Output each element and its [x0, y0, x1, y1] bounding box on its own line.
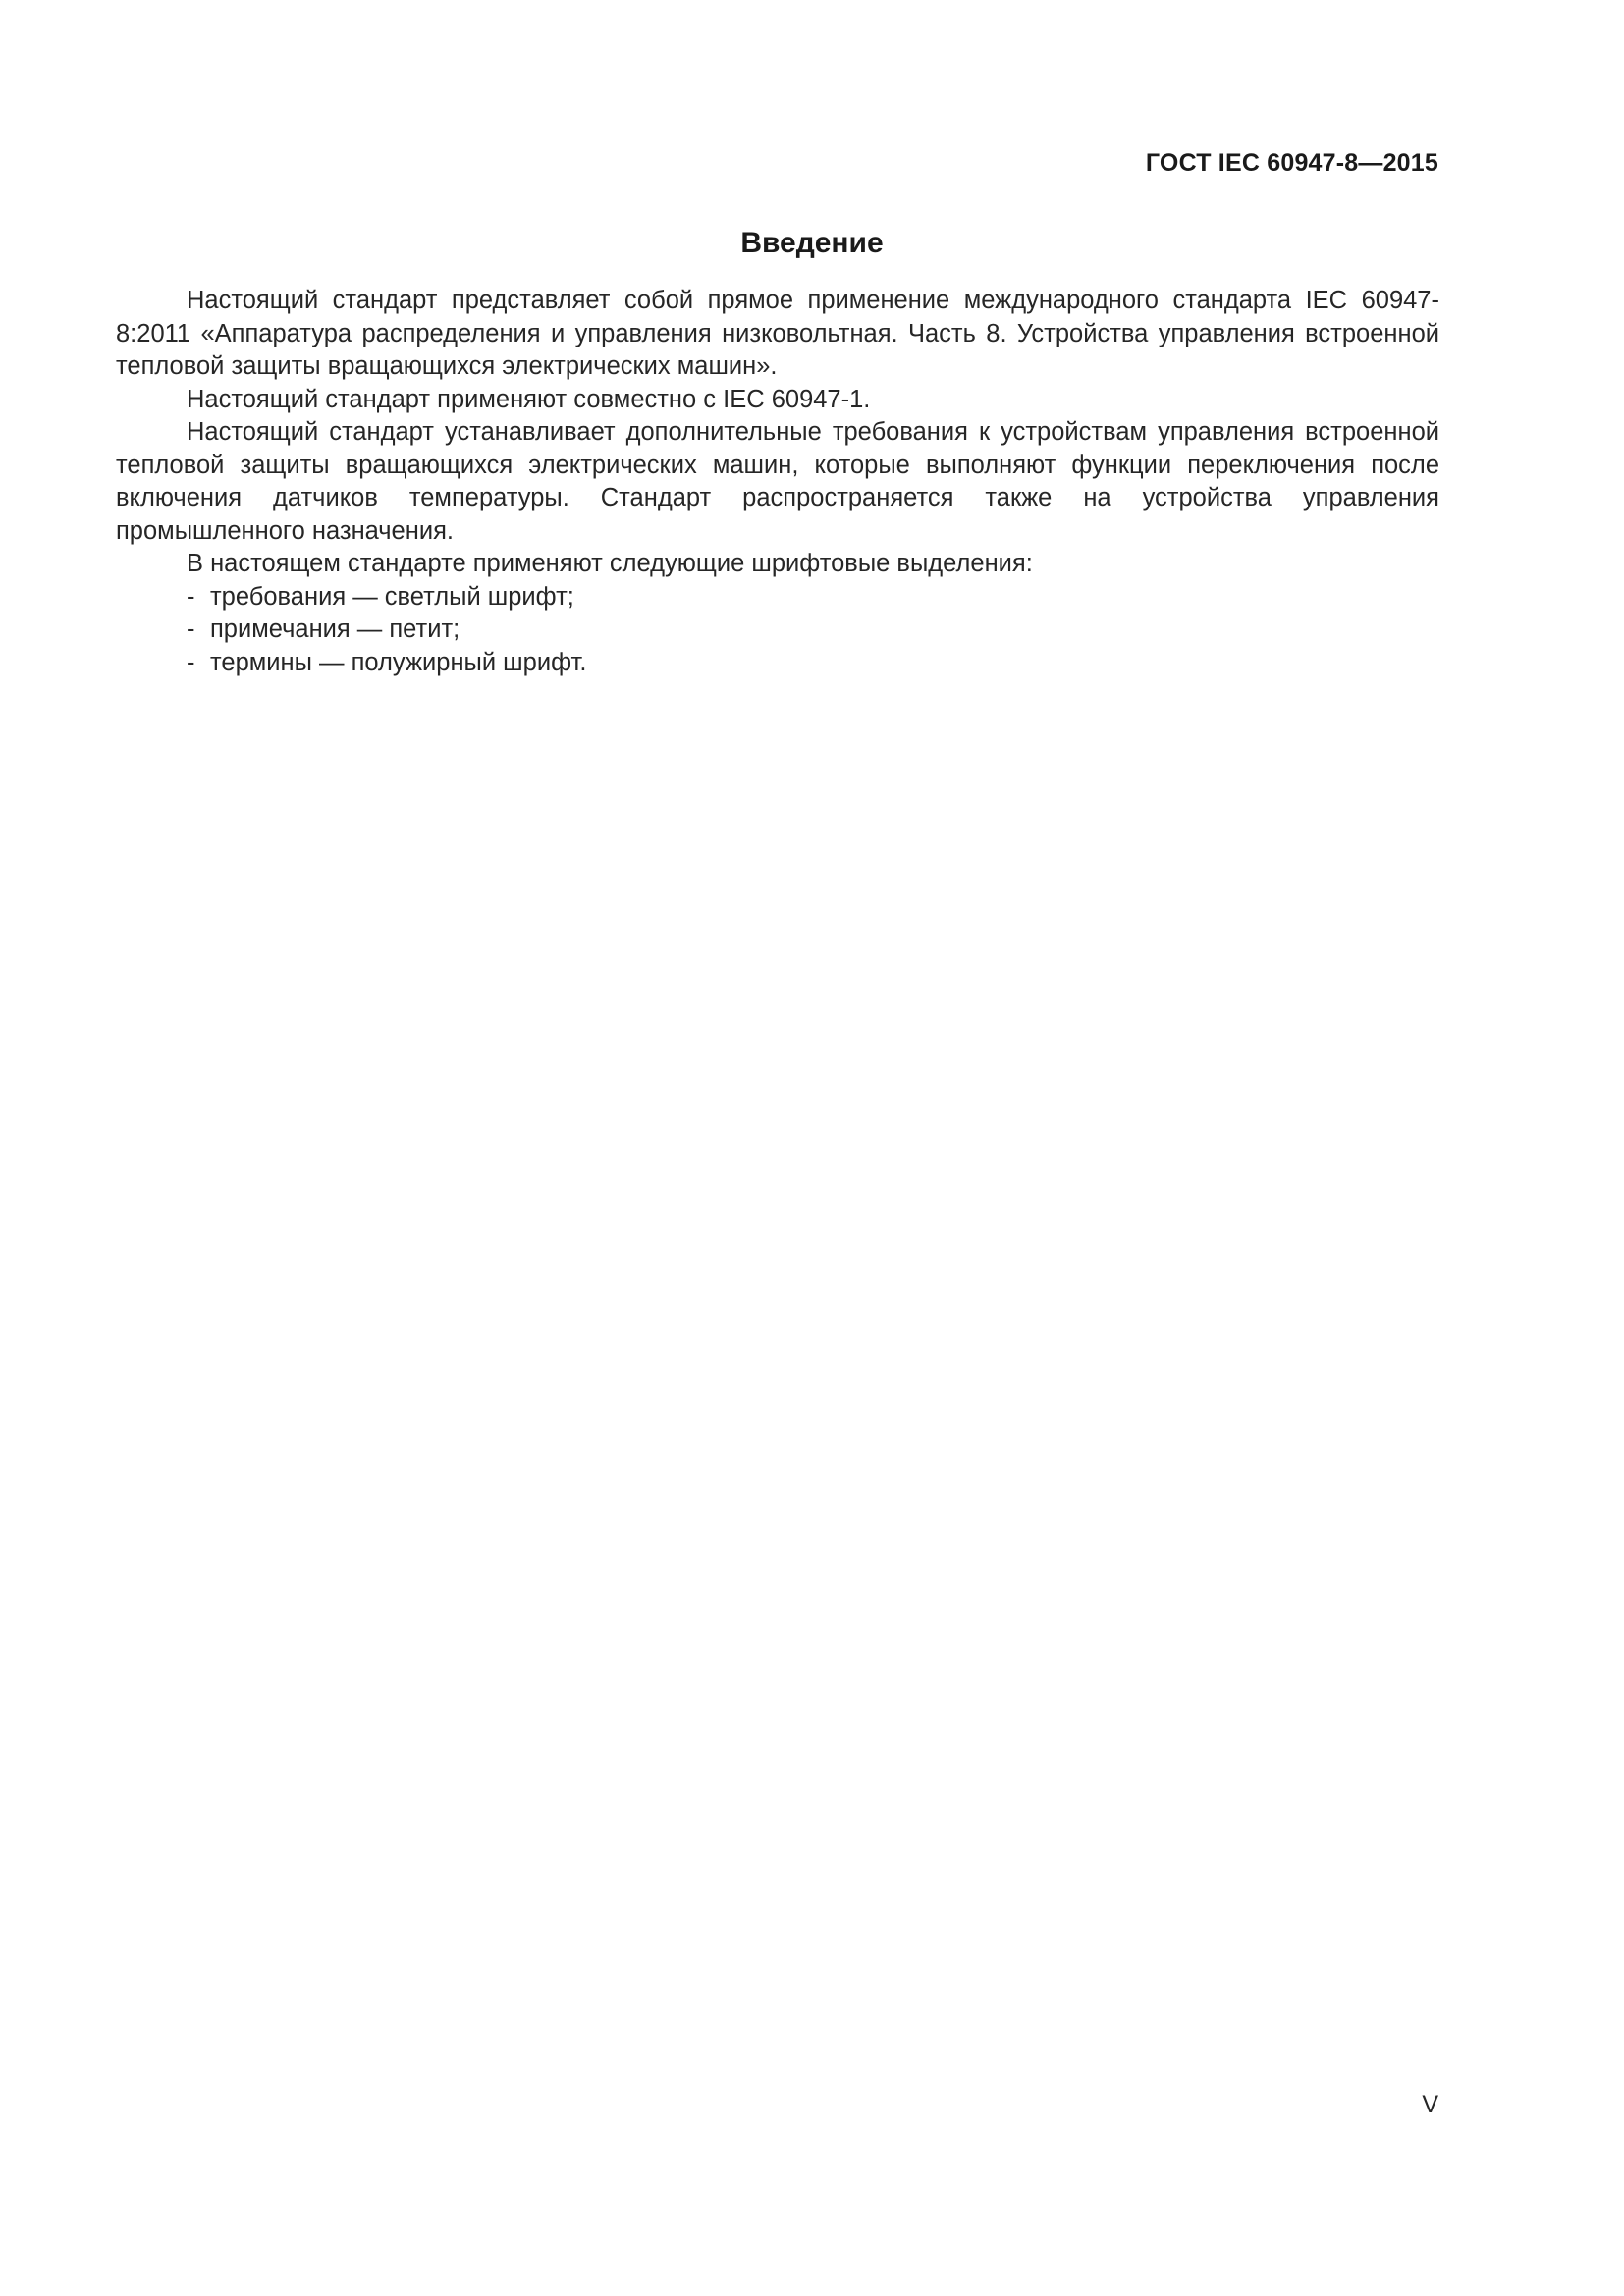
list-item-text: примечания — петит;: [210, 615, 460, 643]
list-item-text: требования — светлый шрифт;: [210, 582, 574, 611]
document-code: ГОСТ IEC 60947-8—2015: [1145, 149, 1438, 177]
list-item: [116, 581, 1439, 614]
list-item-text: термины — полужирный шрифт.: [210, 648, 587, 676]
page-number: V: [1422, 2091, 1438, 2118]
paragraph: В настоящем стандарте применяют следующие шрифтовые выделения:: [187, 550, 1033, 577]
list-item: [116, 614, 1439, 647]
font-conventions-list: [116, 581, 1439, 680]
body-text: [116, 285, 1439, 679]
paragraph: Настоящий стандарт устанавливает дополнительные требования к устройствам управления встроенной тепловой защиты вращающихся электрических машин, которые выполняют функции переключения после включения датчиков температуры. Стандарт распространяется также на устройства управления промышленного назначения.: [116, 418, 1439, 545]
paragraph: Настоящий стандарт представляет собой прямое применение международного стандарта IEC 60947-8:2011 «Аппаратура распределения и управления низковольтная. Часть 8. Устройства управления встроенной тепловой защиты вращающихся электрических машин».: [116, 287, 1439, 380]
list-marker: -: [187, 648, 195, 676]
paragraph: Настоящий стандарт применяют совместно с IEC 60947-1.: [187, 385, 871, 413]
list-marker: -: [187, 615, 195, 643]
section-title: Введение: [740, 227, 884, 259]
list-item: [116, 647, 1439, 680]
list-marker: -: [187, 582, 195, 611]
